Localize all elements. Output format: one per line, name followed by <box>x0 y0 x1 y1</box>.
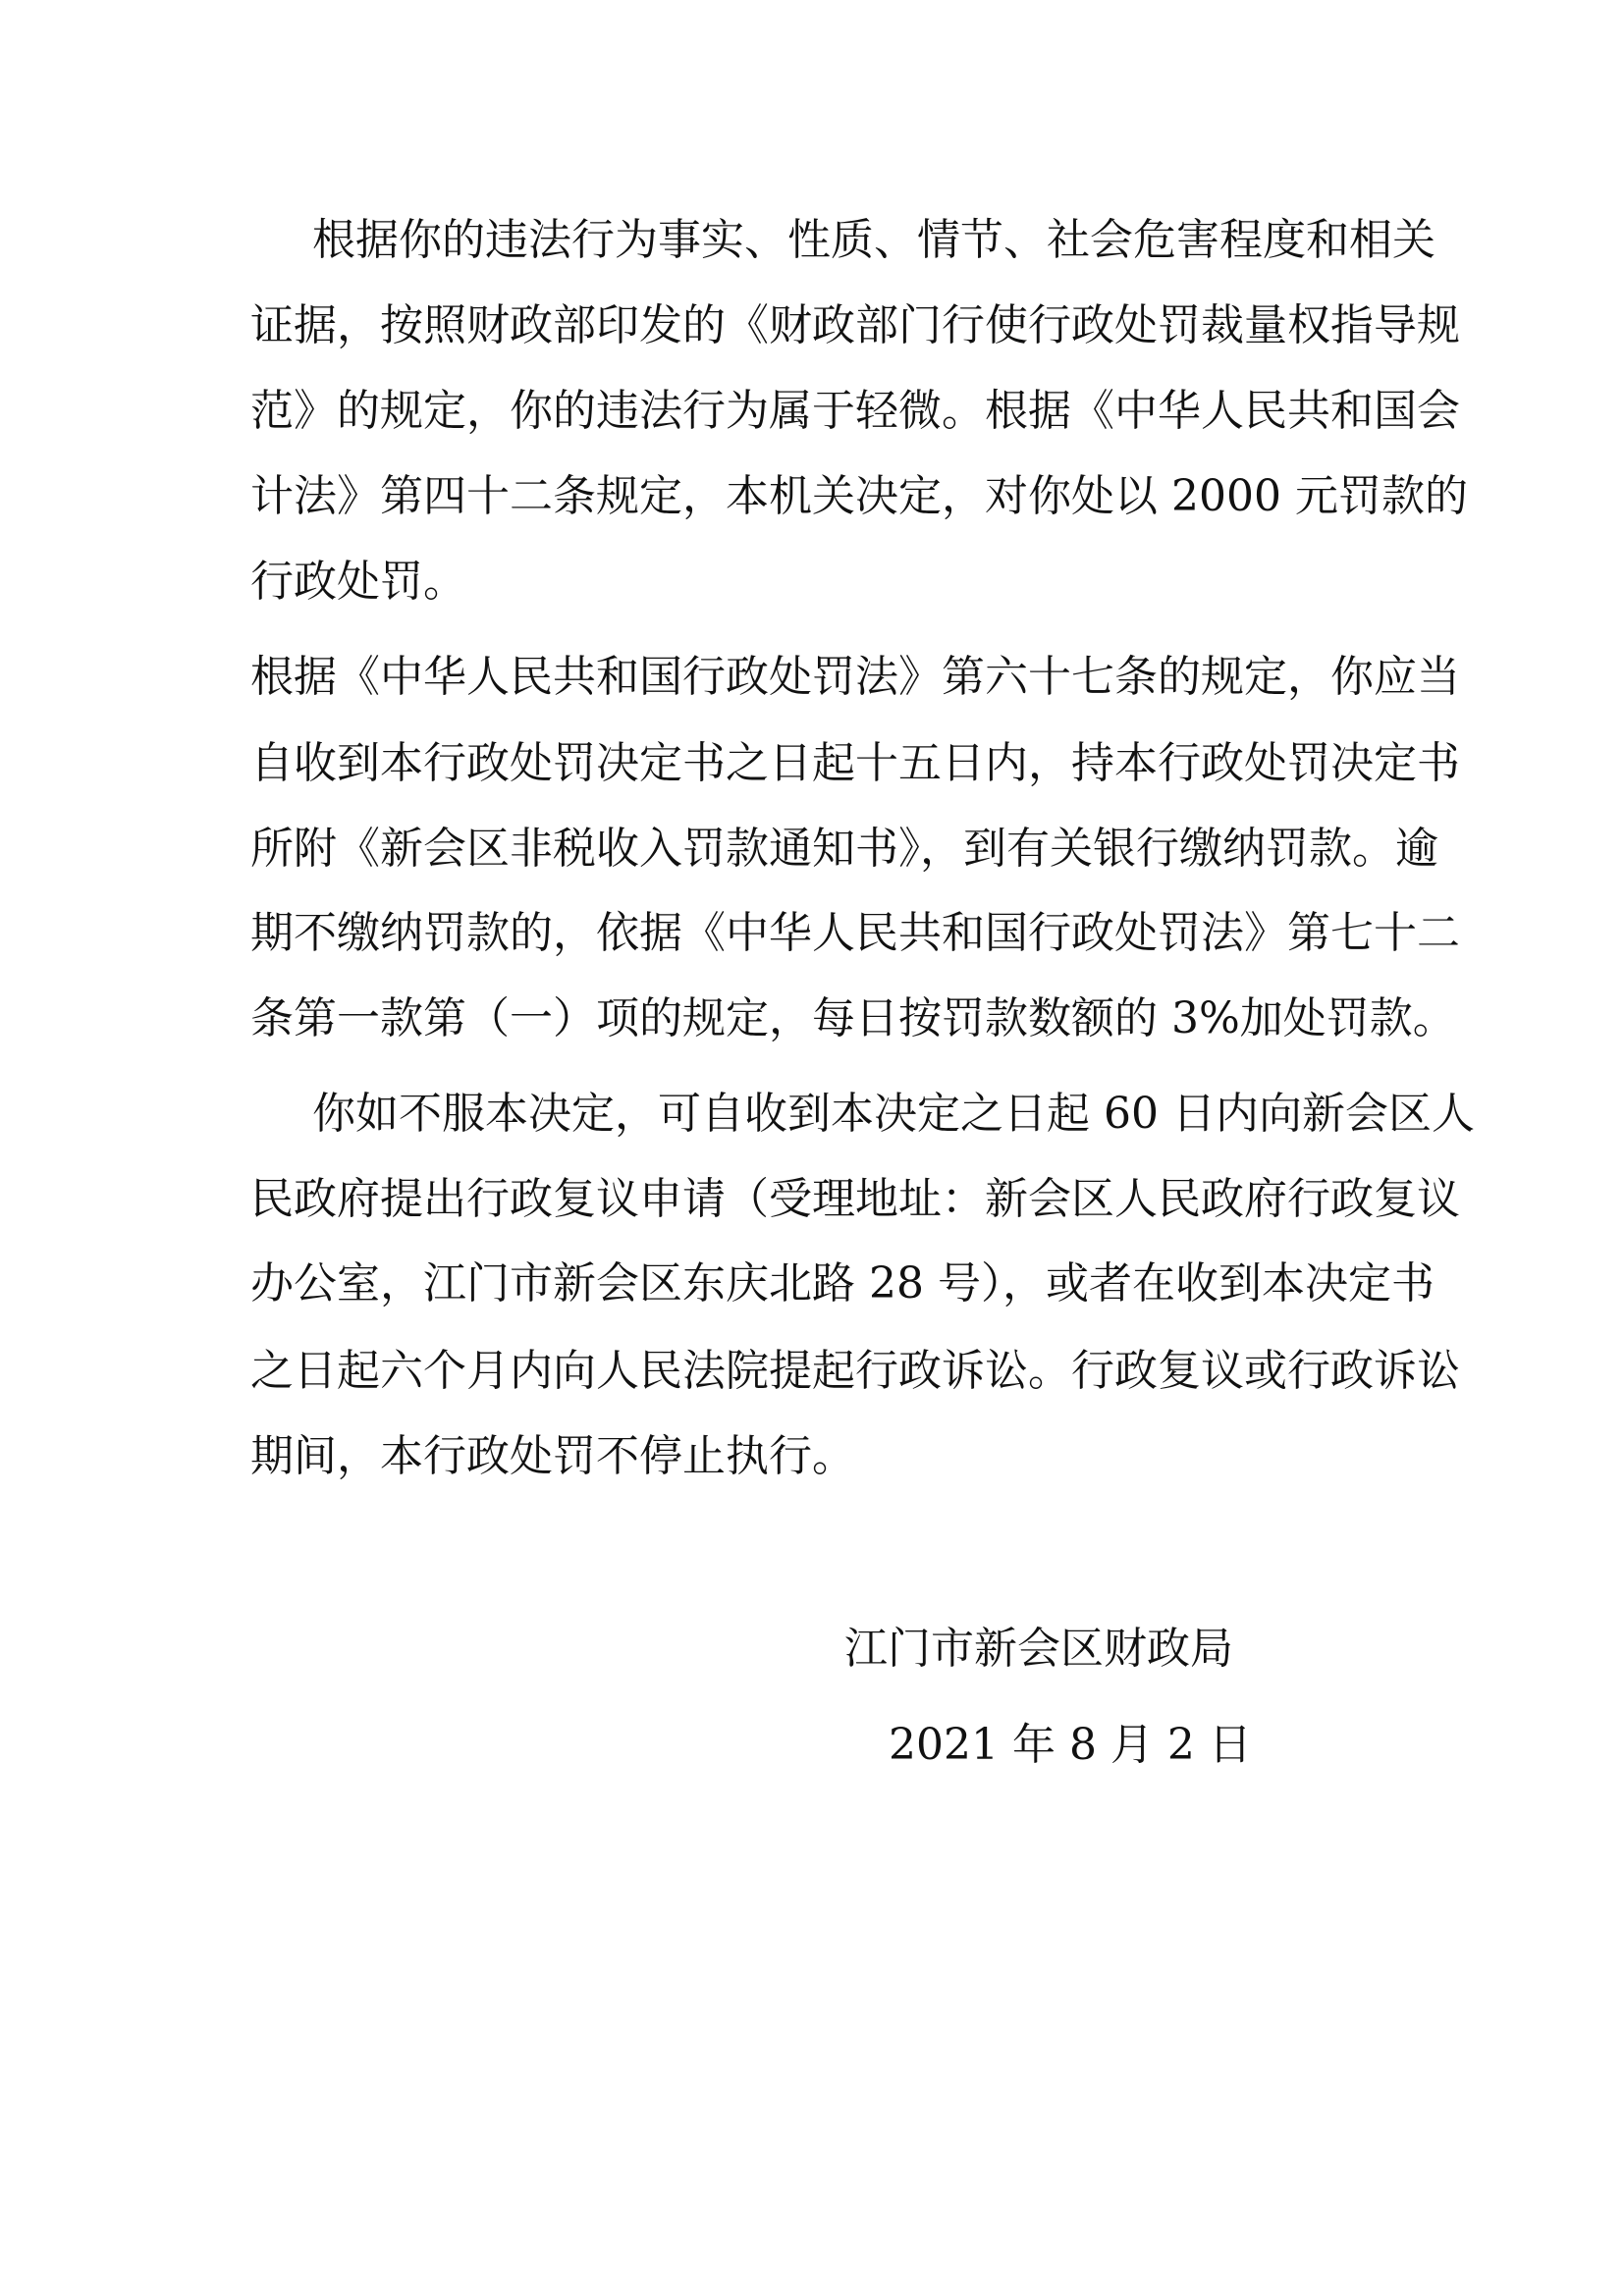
text-line: 你如不服本决定，可自收到本决定之日起 60 日内向新会区人 <box>312 1089 1475 1139</box>
text-line: 条第一款第（一）项的规定，每日按罚款数额的 3%加处罚款。 <box>250 993 1456 1043</box>
text-line: 期不缴纳罚款的，依据《中华人民共和国行政处罚法》第七十二 <box>250 908 1460 958</box>
issuer-name: 江门市新会区财政局 <box>844 1624 1233 1674</box>
text-line: 自收到本行政处罚决定书之日起十五日内，持本行政处罚决定书 <box>250 738 1460 788</box>
text-line: 办公室，江门市新会区东庆北路 28 号），或者在收到本决定书 <box>250 1258 1435 1308</box>
issue-date: 2021 年 8 月 2 日 <box>889 1720 1252 1770</box>
text-line: 行政处罚。 <box>250 557 466 607</box>
text-line: 期间，本行政处罚不停止执行。 <box>250 1431 855 1481</box>
text-line: 所附《新会区非税收入罚款通知书》，到有关银行缴纳罚款。逾 <box>250 824 1438 874</box>
text-line: 民政府提出行政复议申请（受理地址：新会区人民政府行政复议 <box>250 1174 1460 1224</box>
text-line: 根据《中华人民共和国行政处罚法》第六十七条的规定，你应当 <box>250 652 1460 702</box>
text-line: 之日起六个月内向人民法院提起行政诉讼。行政复议或行政诉讼 <box>250 1346 1460 1396</box>
text-line: 范》的规定，你的违法行为属于轻微。根据《中华人民共和国会 <box>250 386 1460 436</box>
text-line: 计法》第四十二条规定，本机关决定，对你处以 2000 元罚款的 <box>250 471 1468 521</box>
text-line: 根据你的违法行为事实、性质、情节、社会危害程度和相关 <box>312 215 1435 265</box>
text-line: 证据，按照财政部印发的《财政部门行使行政处罚裁量权指导规 <box>250 300 1460 350</box>
